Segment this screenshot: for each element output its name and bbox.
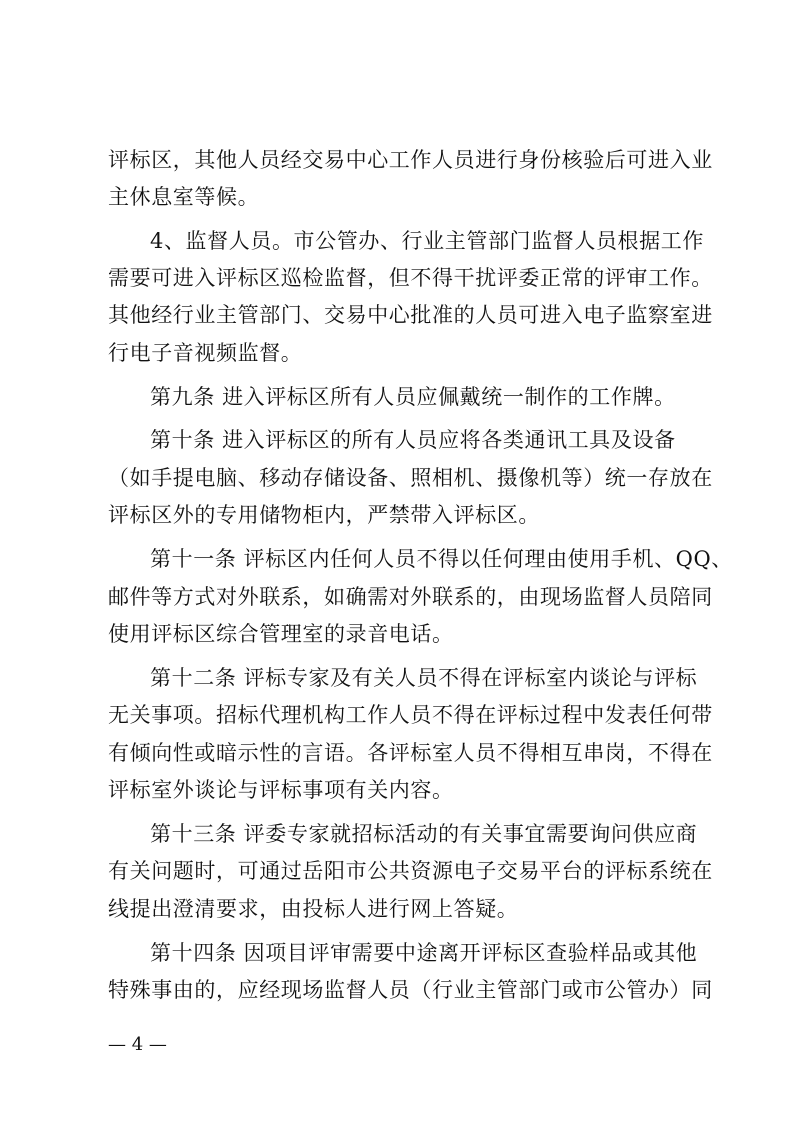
text-line: 第十二条 评标专家及有关人员不得在评标室内谈论与评标 — [150, 666, 698, 690]
text-line: 第十一条 评标区内任何人员不得以任何理由使用手机、QQ、 — [150, 547, 733, 571]
text-line: 评标区，其他人员经交易中心工作人员进行身份核验后可进入业 — [108, 148, 713, 172]
text-line: 第十四条 因项目评审需要中途离开评标区查验样品或其他 — [150, 941, 698, 965]
text-line: 4、监督人员。市公管办、行业主管部门监督人员根据工作 — [150, 229, 704, 253]
text-line: 评标室外谈论与评标事项有关内容。 — [108, 778, 454, 802]
text-line: 需要可进入评标区巡检监督，但不得干扰评委正常的评审工作。 — [108, 266, 713, 290]
text-line: 有倾向性或暗示性的言语。各评标室人员不得相互串岗，不得在 — [108, 741, 713, 765]
text-line: 邮件等方式对外联系，如确需对外联系的，由现场监督人员陪同 — [108, 585, 713, 609]
text-line: 评标区外的专用储物柜内，严禁带入评标区。 — [108, 503, 540, 527]
text-line: 主休息室等候。 — [108, 185, 260, 209]
text-line: 特殊事由的，应经现场监督人员（行业主管部门或市公管办）同 — [108, 978, 713, 1002]
text-line: 使用评标区综合管理室的录音电话。 — [108, 622, 454, 646]
text-line: 有关问题时，可通过岳阳市公共资源电子交易平台的评标系统在 — [108, 859, 713, 883]
page-number: — 4 — — [108, 1034, 167, 1055]
text-line: 无关事项。招标代理机构工作人员不得在评标过程中发表任何带 — [108, 703, 713, 727]
text-line: 线提出澄清要求，由投标人进行网上答疑。 — [108, 897, 519, 921]
text-line: 第九条 进入评标区所有人员应佩戴统一制作的工作牌。 — [150, 385, 676, 409]
text-line: 行电子音视频监督。 — [108, 341, 303, 365]
text-line: 第十条 进入评标区的所有人员应将各类通讯工具及设备 — [150, 428, 676, 452]
text-line: （如手提电脑、移动存储设备、照相机、摄像机等）统一存放在 — [108, 466, 713, 490]
text-line: 其他经行业主管部门、交易中心批准的人员可进入电子监察室进 — [108, 303, 713, 327]
text-line: 第十三条 评委专家就招标活动的有关事宜需要询问供应商 — [150, 822, 698, 846]
